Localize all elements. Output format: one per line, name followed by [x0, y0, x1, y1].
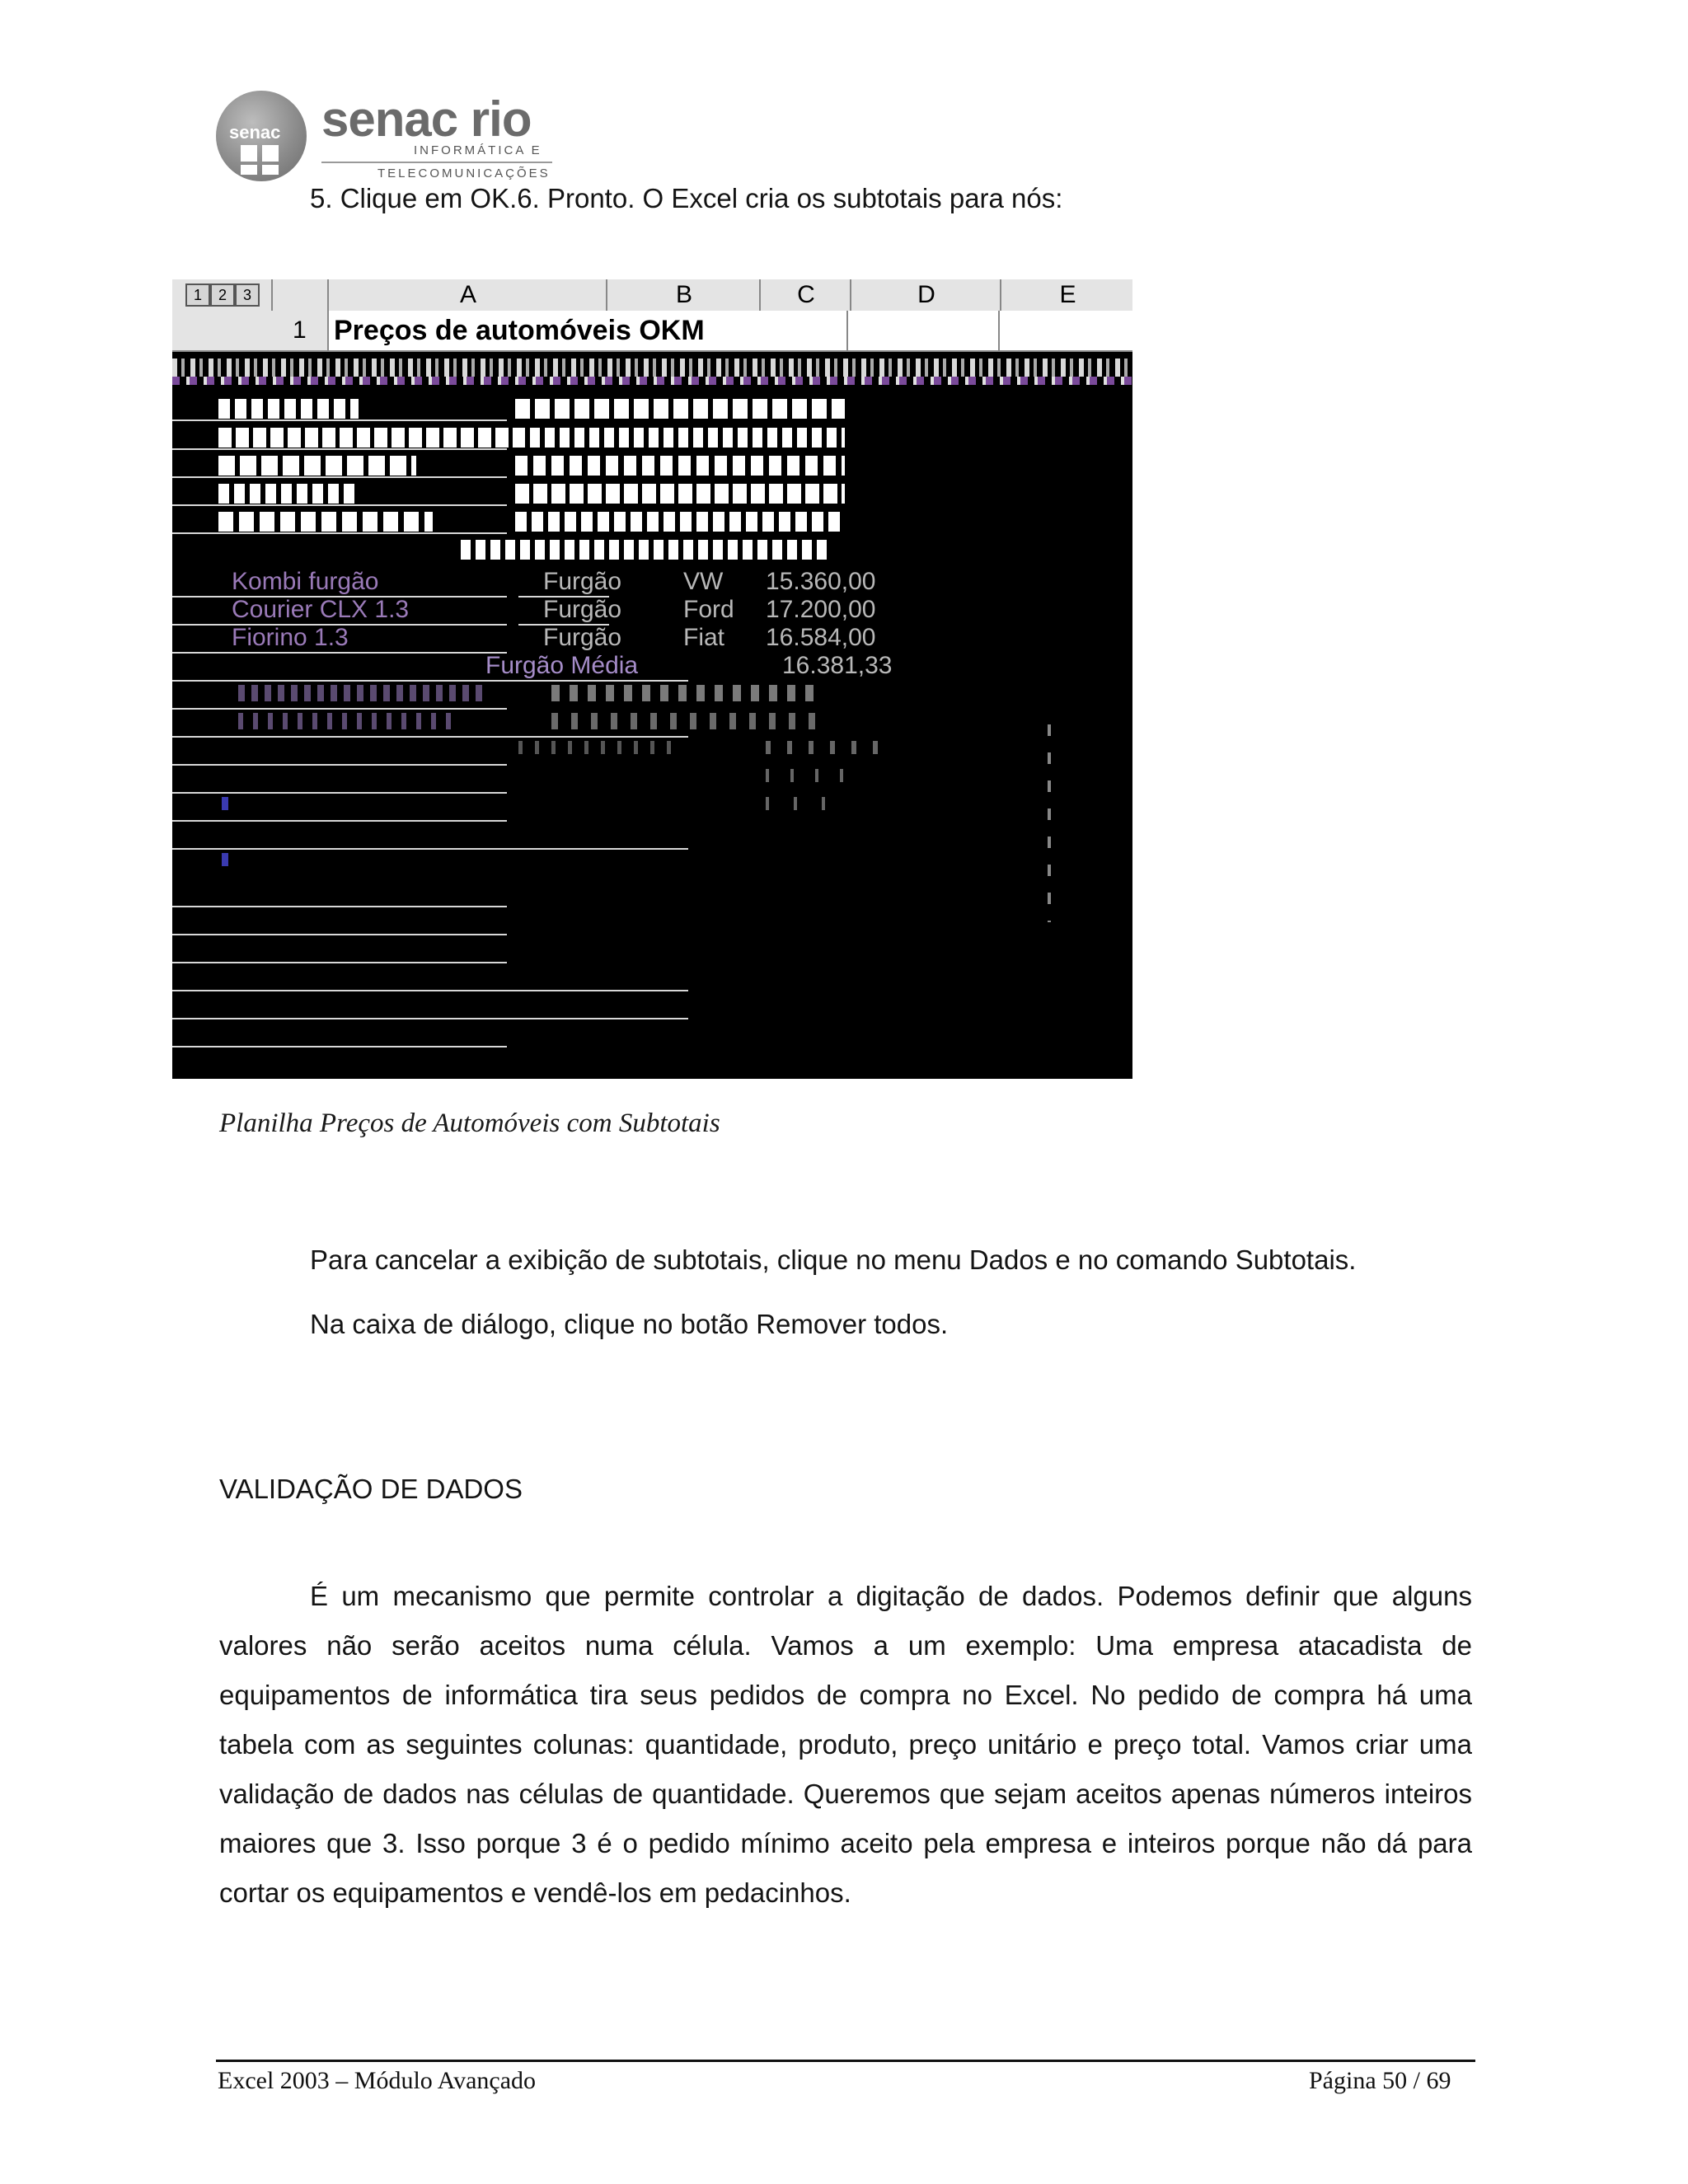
cancel-instruction-2: Na caixa de diálogo, clique no botão Remover todos.: [310, 1309, 949, 1339]
cell-c-courier: Ford: [683, 596, 734, 623]
cell-a-kombi: Kombi furgão: [232, 568, 379, 595]
cell-b-furgao-media: Furgão Média: [485, 652, 639, 679]
cell-d-kombi: 15.360,00: [766, 568, 876, 595]
column-header-d: D: [850, 279, 1001, 311]
cell-a-fiorino: Fiorino 1.3: [232, 624, 349, 651]
cell-b-fiorino: Furgão: [543, 624, 622, 651]
cell-d-fiorino: 16.584,00: [766, 624, 876, 651]
footer-divider: [216, 2060, 1475, 2062]
section-heading: VALIDAÇÃO DE DADOS: [219, 1474, 523, 1504]
cell-a-courier: Courier CLX 1.3: [232, 596, 410, 623]
cell-b-courier: Furgão: [543, 596, 622, 623]
footer-title: Excel 2003 – Módulo Avançado: [218, 2067, 537, 2094]
column-header-c: C: [759, 279, 851, 311]
intro-step: 5. Clique em OK.6. Pronto. O Excel cria os subtotais para nós:: [310, 183, 1063, 213]
outline-level-2-button: 2: [210, 284, 235, 307]
logo-subtitle-2: TELECOMUNICAÇÕES: [377, 166, 551, 180]
logo-name: senac rio: [321, 91, 532, 147]
column-header-b: B: [606, 279, 761, 311]
glitch-band-2: [172, 377, 1132, 385]
cell-d-furgao-media: 16.381,33: [782, 652, 893, 679]
cancel-instruction-1: Para cancelar a exibição de subtotais, clique no menu Dados e no comando Subtotais.: [310, 1244, 1357, 1275]
row-number: 1: [293, 316, 307, 344]
spreadsheet-image: [172, 279, 1132, 1079]
senac-rio-logo: [216, 89, 562, 186]
cell-c-kombi: VW: [683, 568, 724, 595]
column-header-a: A: [327, 279, 607, 311]
cell-b-kombi: Furgão: [543, 568, 622, 595]
sheet-title: Preços de automóveis OKM: [334, 315, 705, 346]
cell-c-fiorino: Fiat: [683, 624, 725, 651]
outline-level-1-button: 1: [185, 284, 210, 307]
validation-paragraph: É um mecanismo que permite controlar a digitação de dados. Podemos definir que alguns valores não serão aceitos numa célula. Vamos a um exemplo: Uma empresa atacadista de equipamentos de informática tira seus pedidos de compra no Excel. No pedido de compra há uma tabela com as seguintes colunas: quantidade, produto, preço unitário e preço total. Vamos criar uma validação de dados nas células de quantidade. Queremos que sejam aceitos apenas números inteiros maiores que 3. Isso porque 3 é o pedido mínimo aceito pela empresa e inteiros porque não dá para cortar os equipamentos e vendê-los em pedacinhos.: [219, 1581, 1472, 1908]
cell-d-courier: 17.200,00: [766, 596, 876, 623]
logo-wordmark: senac: [229, 122, 281, 143]
figure-caption: Planilha Preços de Automóveis com Subtotais: [219, 1108, 720, 1138]
footer-page-number: Página 50 / 69: [1309, 2067, 1451, 2094]
column-header-row: [172, 279, 1132, 312]
senac-logo-icon: [216, 91, 307, 181]
outline-level-3-button: 3: [235, 284, 260, 307]
column-header-e: E: [1000, 279, 1132, 311]
title-row: [172, 311, 1132, 352]
logo-subtitle-1: INFORMÁTICA E: [414, 143, 542, 157]
